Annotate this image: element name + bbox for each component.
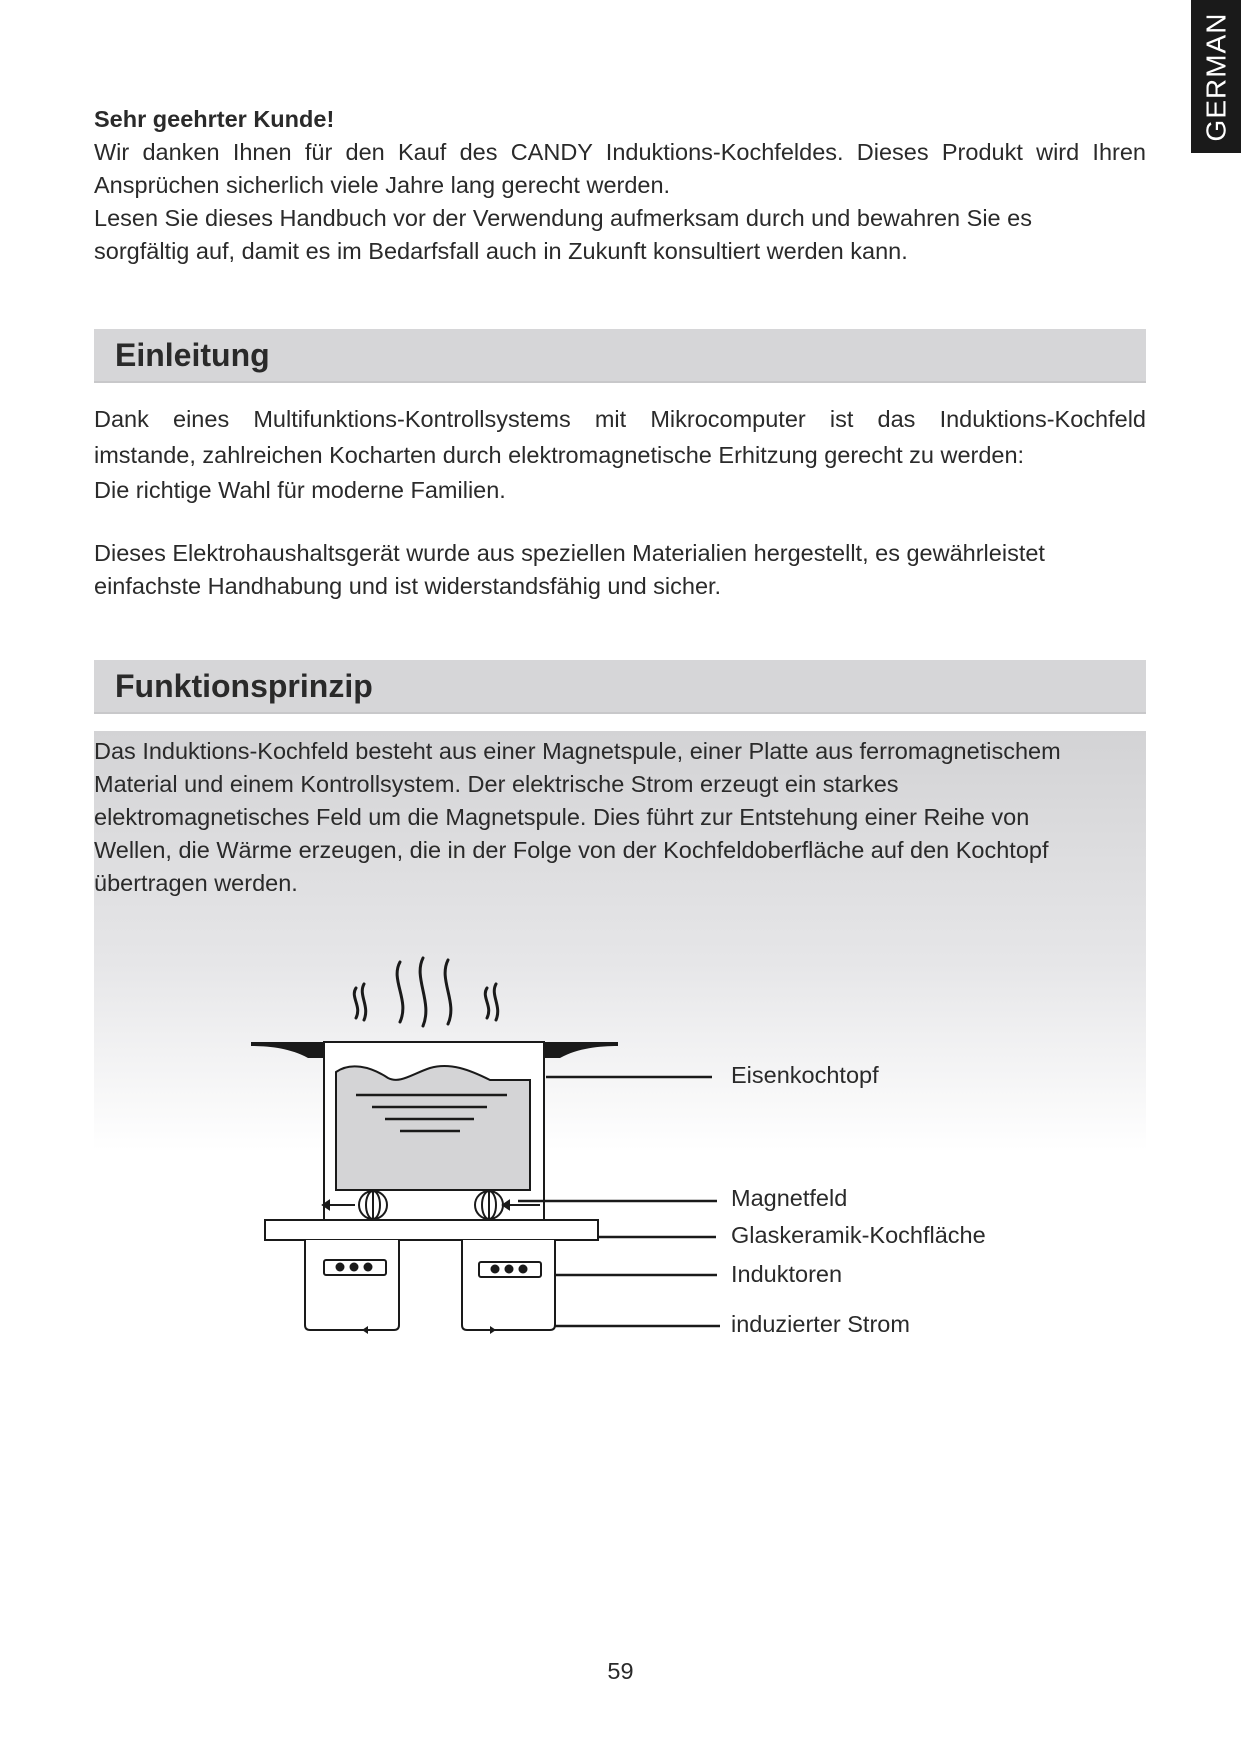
greeting-title: Sehr geehrter Kunde! (94, 106, 335, 132)
paragraph-line: Dieses Elektrohaushaltsgerät wurde aus speziellen Materialien hergestellt, es gewährleistet (94, 540, 1045, 566)
greeting-line: Ansprüchen sicherlich viele Jahre lang gerecht werden. (94, 172, 671, 198)
label-iron-pot: Eisenkochtopf (731, 1062, 879, 1088)
paragraph-line: Material und einem Kontrollsystem. Der elektrische Strom erzeugt ein starkes (94, 771, 899, 797)
paragraph-line: elektromagnetisches Feld um die Magnetspule. Dies führt zur Entstehung einer Reihe von (94, 804, 1030, 830)
paragraph-line: einfachste Handhabung und ist widerstandsfähig und sicher. (94, 573, 722, 599)
greeting-line: sorgfältig auf, damit es im Bedarfsfall auch in Zukunft konsultiert werden kann. (94, 238, 908, 264)
greeting-line: Lesen Sie dieses Handbuch vor der Verwendung aufmerksam durch und bewahren Sie es (94, 205, 1032, 231)
section-heading: Funktionsprinzip (115, 668, 373, 704)
paragraph-line: Wellen, die Wärme erzeugen, die in der Folge von der Kochfeldoberfläche auf den Kochtopf (94, 837, 1049, 863)
paragraph-line: imstande, zahlreichen Kocharten durch elektromagnetische Erhitzung gerecht zu werden: (94, 442, 1025, 468)
paragraph-line: Dank eines Multifunktions-Kontrollsystems mit Mikrocomputer ist das Induktions-Kochfeld (94, 406, 1146, 432)
ceramic-plate-icon (265, 1220, 598, 1240)
steam-icon (354, 958, 497, 1026)
label-inductors: Induktoren (731, 1261, 843, 1287)
paragraph-line: übertragen werden. (94, 870, 298, 896)
page-number: 59 (607, 1658, 634, 1684)
greeting-line: Wir danken Ihnen für den Kauf des CANDY Induktions-Kochfeldes. Dieses Produkt wird Ihren (94, 139, 1146, 165)
paragraph-line: Das Induktions-Kochfeld besteht aus einer Magnetspule, einer Platte aus ferromagnetischem (94, 738, 1061, 764)
label-magnetic-field: Magnetfeld (731, 1185, 848, 1211)
section-heading: Einleitung (115, 337, 270, 373)
pot-icon (251, 1042, 618, 1220)
label-induced-current: induzierter Strom (731, 1311, 910, 1337)
inductor-icon (305, 1240, 555, 1334)
paragraph-line: Die richtige Wahl für moderne Familien. (94, 477, 506, 503)
language-tab-label: GERMAN (1200, 12, 1231, 141)
label-ceramic-surface: Glaskeramik-Kochfläche (731, 1222, 986, 1248)
